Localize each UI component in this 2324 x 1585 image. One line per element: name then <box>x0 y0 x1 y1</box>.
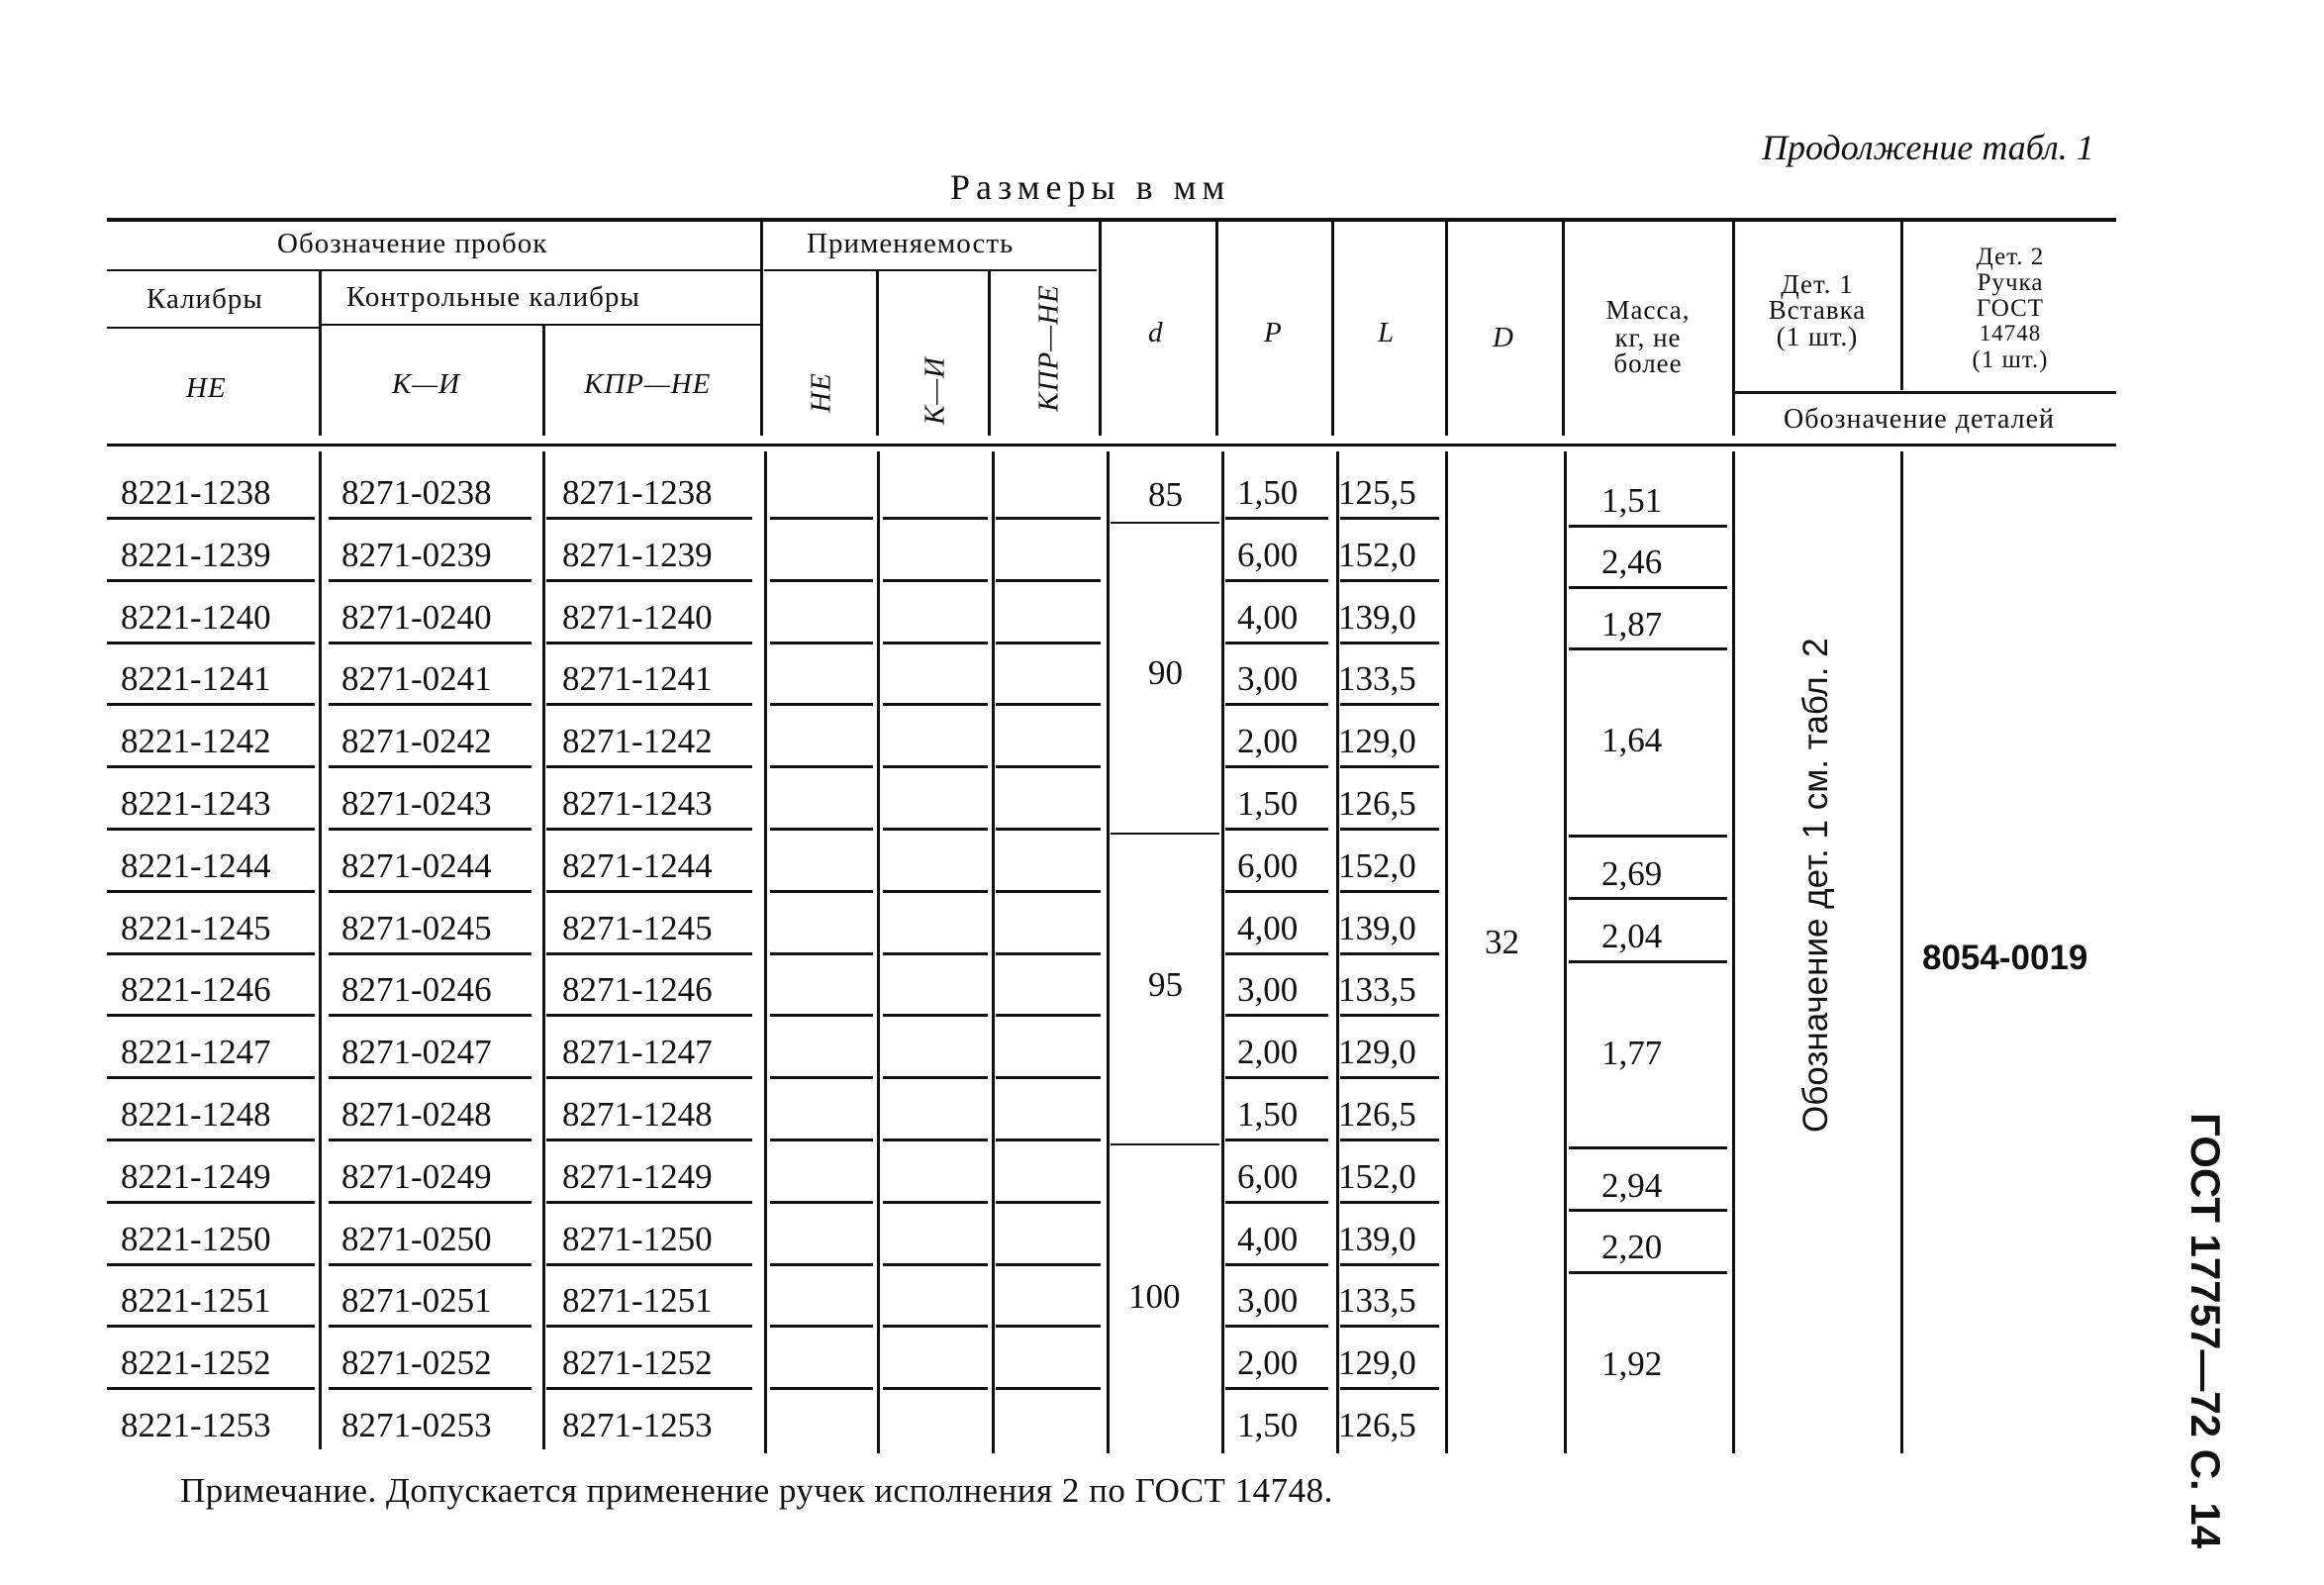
cell-l: 133,5 <box>1338 1281 1416 1320</box>
row-underline <box>107 1014 315 1017</box>
row-underline <box>1340 952 1439 955</box>
continuation-label: Продолжение табл. 1 <box>1762 128 2094 167</box>
row-underline <box>1340 1263 1439 1266</box>
cell-kpr-ne: 8271-1247 <box>562 1033 713 1071</box>
vline-h-6 <box>1099 220 1102 436</box>
cell-kpr-ne: 8271-1253 <box>562 1406 713 1444</box>
mass-line-4 <box>1569 835 1727 838</box>
header-bottom-rule <box>107 444 2116 446</box>
applicability-blank-line <box>883 765 988 768</box>
cell-p: 4,00 <box>1237 598 1299 637</box>
cell-l: 152,0 <box>1338 536 1416 574</box>
cell-l: 126,5 <box>1338 1406 1416 1444</box>
cell-k-i: 8271-0243 <box>341 784 492 823</box>
cell-k-i: 8271-0250 <box>341 1220 492 1258</box>
cell-p: 2,00 <box>1237 1033 1299 1071</box>
vline-h-5 <box>988 271 991 436</box>
vline-b-3 <box>764 451 767 1453</box>
cell-ne: 8221-1247 <box>121 1033 271 1071</box>
cell-kpr-ne: 8271-1238 <box>562 473 713 512</box>
row-underline <box>329 1139 532 1141</box>
header-det2-4: 14748 <box>1979 321 2042 346</box>
cell-ne: 8221-1240 <box>121 598 271 637</box>
applicability-blank-line <box>996 765 1101 768</box>
cell-ne: 8221-1252 <box>121 1343 271 1382</box>
row-underline <box>546 642 752 644</box>
cell-kpr-ne: 8271-1241 <box>562 659 713 698</box>
applicability-blank-line <box>770 1076 873 1079</box>
cell-kpr-ne: 8271-1245 <box>562 909 713 947</box>
cell-k-i: 8271-0249 <box>341 1157 492 1196</box>
applicability-blank-line <box>996 642 1101 644</box>
cell-l: 126,5 <box>1338 1095 1416 1134</box>
applicability-blank-line <box>883 1076 988 1079</box>
cell-k-i: 8271-0246 <box>341 970 492 1009</box>
row-underline <box>546 517 752 520</box>
mass-value-10: 1,92 <box>1601 1344 1663 1383</box>
header-kontrolnye-kalibry: Контрольные калибры <box>346 281 640 313</box>
cell-l: 139,0 <box>1338 909 1416 947</box>
applicability-blank-line <box>883 1139 988 1141</box>
cell-k-i: 8271-0251 <box>341 1281 492 1320</box>
mass-value-5: 2,69 <box>1601 854 1663 893</box>
cell-ne: 8221-1246 <box>121 970 271 1009</box>
cell-p: 1,50 <box>1237 1095 1299 1134</box>
row-underline <box>329 1387 532 1390</box>
cell-k-i: 8271-0248 <box>341 1095 492 1134</box>
header-prim-kpr-ne: КПР—НЕ <box>1032 284 1065 412</box>
applicability-blank-line <box>883 1263 988 1266</box>
vline-h-12 <box>1900 220 1903 390</box>
row-underline <box>546 1139 752 1141</box>
row-underline <box>1225 1076 1328 1079</box>
vline-b-1 <box>319 451 322 1449</box>
applicability-blank-line <box>770 765 873 768</box>
vline-h-4 <box>876 271 879 436</box>
det1-vertical-note: Обозначение дет. 1 см. табл. 2 <box>1796 638 1835 1133</box>
d-value-95: 95 <box>1148 965 1183 1004</box>
mass-line-9 <box>1569 1271 1727 1274</box>
row-underline <box>1340 517 1439 520</box>
cell-kpr-ne: 8271-1242 <box>562 722 713 760</box>
row-underline <box>1225 1139 1328 1141</box>
header-kalibry: Калибры <box>146 283 263 315</box>
vline-h-10 <box>1562 220 1565 436</box>
row-underline <box>329 765 532 768</box>
applicability-blank-line <box>770 1139 873 1141</box>
applicability-blank-line <box>770 1387 873 1390</box>
mass-value-3: 1,87 <box>1601 605 1663 644</box>
row-underline <box>546 703 752 706</box>
header-massa-2: кг, не <box>1614 323 1682 352</box>
mass-line-5 <box>1569 897 1727 900</box>
header-line-oboz <box>107 269 760 271</box>
header-oboznachenie-probok: Обозначение пробок <box>277 228 548 259</box>
cell-p: 1,50 <box>1237 784 1299 823</box>
d-value-90: 90 <box>1148 653 1183 692</box>
row-underline <box>1340 579 1439 582</box>
row-underline <box>546 952 752 955</box>
row-underline <box>107 1263 315 1266</box>
applicability-blank-line <box>883 517 988 520</box>
row-underline <box>107 517 315 520</box>
row-underline <box>107 765 315 768</box>
cell-k-i: 8271-0252 <box>341 1343 492 1382</box>
row-underline <box>1340 1387 1439 1390</box>
vline-b-12 <box>1900 451 1903 1453</box>
d-sep-1 <box>1111 522 1219 524</box>
row-underline <box>107 952 315 955</box>
row-underline <box>1340 828 1439 831</box>
cell-ne: 8221-1243 <box>121 784 271 823</box>
header-ne: НЕ <box>186 372 227 404</box>
cell-l: 126,5 <box>1338 784 1416 823</box>
row-underline <box>546 1014 752 1017</box>
mass-value-4: 1,64 <box>1601 721 1663 759</box>
applicability-blank-line <box>996 579 1101 582</box>
row-underline <box>1225 1014 1328 1017</box>
applicability-blank-line <box>883 642 988 644</box>
row-underline <box>546 828 752 831</box>
applicability-blank-line <box>883 828 988 831</box>
applicability-blank-line <box>996 1139 1101 1141</box>
row-underline <box>107 1387 315 1390</box>
applicability-blank-line <box>770 642 873 644</box>
row-underline <box>546 1263 752 1266</box>
row-underline <box>546 765 752 768</box>
row-underline <box>1340 765 1439 768</box>
vline-h-8 <box>1331 220 1334 436</box>
vline-b-10 <box>1564 451 1567 1453</box>
applicability-blank-line <box>996 828 1101 831</box>
vline-h-7 <box>1215 220 1218 436</box>
header-det2-2: Ручка <box>1977 269 2044 296</box>
cell-k-i: 8271-0244 <box>341 846 492 885</box>
mass-line-6 <box>1569 960 1727 963</box>
applicability-blank-line <box>996 1014 1101 1017</box>
cell-kpr-ne: 8271-1246 <box>562 970 713 1009</box>
applicability-blank-line <box>770 703 873 706</box>
header-det2-3: ГОСТ <box>1976 295 2045 322</box>
mass-value-7: 1,77 <box>1601 1034 1663 1072</box>
applicability-blank-line <box>770 1014 873 1017</box>
header-d: d <box>1148 317 1164 348</box>
header-line-kontrol <box>322 324 760 326</box>
applicability-blank-line <box>770 579 873 582</box>
header-det1-1: Дет. 1 <box>1781 269 1854 299</box>
header-prim-k-i: К—И <box>919 356 951 425</box>
row-underline <box>107 890 315 893</box>
header-line-kalibry <box>107 327 320 329</box>
row-underline <box>1225 1263 1328 1266</box>
cell-ne: 8221-1249 <box>121 1157 271 1196</box>
cell-l: 129,0 <box>1338 1033 1416 1071</box>
row-underline <box>1340 703 1439 706</box>
header-D: D <box>1493 322 1514 353</box>
cell-ne: 8221-1239 <box>121 536 271 574</box>
cell-kpr-ne: 8271-1248 <box>562 1095 713 1134</box>
table-note: Примечание. Допускается применение ручек исполнения 2 по ГОСТ 14748. <box>180 1471 1333 1510</box>
header-l: L <box>1378 317 1396 348</box>
vline-h-11 <box>1732 220 1735 436</box>
applicability-blank-line <box>883 1325 988 1328</box>
applicability-blank-line <box>770 952 873 955</box>
applicability-blank-line <box>770 828 873 831</box>
cell-kpr-ne: 8271-1249 <box>562 1157 713 1196</box>
vline-b-5 <box>992 451 995 1453</box>
cell-p: 6,00 <box>1237 846 1299 885</box>
header-line-prim <box>764 269 1097 271</box>
row-underline <box>107 1201 315 1204</box>
d-sep-2 <box>1111 833 1219 835</box>
table-top-rule <box>107 218 2116 222</box>
side-gost-label: ГОСТ 17757—72 С. 14 <box>2182 1113 2229 1549</box>
row-underline <box>329 828 532 831</box>
cell-k-i: 8271-0241 <box>341 659 492 698</box>
row-underline <box>107 703 315 706</box>
applicability-blank-line <box>996 1201 1101 1204</box>
applicability-blank-line <box>883 1201 988 1204</box>
header-kpr-ne: КПР—НЕ <box>584 368 712 400</box>
cell-ne: 8221-1238 <box>121 473 271 512</box>
row-underline <box>1225 765 1328 768</box>
mass-value-9: 2,20 <box>1601 1228 1663 1266</box>
applicability-blank-line <box>883 579 988 582</box>
row-underline <box>546 579 752 582</box>
cell-k-i: 8271-0247 <box>341 1033 492 1071</box>
header-k-i: К—И <box>392 368 460 400</box>
row-underline <box>1225 579 1328 582</box>
row-underline <box>546 1325 752 1328</box>
row-underline <box>1225 642 1328 644</box>
row-underline <box>546 1387 752 1390</box>
cell-l: 129,0 <box>1338 1343 1416 1382</box>
row-underline <box>329 1263 532 1266</box>
cell-p: 1,50 <box>1237 473 1299 512</box>
cell-l: 139,0 <box>1338 1220 1416 1258</box>
row-underline <box>1340 890 1439 893</box>
cell-l: 125,5 <box>1338 473 1416 512</box>
cell-ne: 8221-1250 <box>121 1220 271 1258</box>
row-underline <box>1340 642 1439 644</box>
applicability-blank-line <box>883 1387 988 1390</box>
header-det1-3: (1 шт.) <box>1776 322 1859 351</box>
row-underline <box>1225 703 1328 706</box>
cell-k-i: 8271-0245 <box>341 909 492 947</box>
mass-line-1 <box>1569 525 1727 528</box>
cell-kpr-ne: 8271-1243 <box>562 784 713 823</box>
row-underline <box>1225 1387 1328 1390</box>
row-underline <box>329 1014 532 1017</box>
applicability-blank-line <box>996 703 1101 706</box>
row-underline <box>1340 1076 1439 1079</box>
row-underline <box>1340 1201 1439 1204</box>
mass-value-8: 2,94 <box>1601 1166 1663 1205</box>
row-underline <box>329 890 532 893</box>
row-underline <box>329 703 532 706</box>
cell-ne: 8221-1248 <box>121 1095 271 1134</box>
header-oboznachenie-detalei: Обозначение деталей <box>1784 404 2056 435</box>
cell-k-i: 8271-0240 <box>341 598 492 637</box>
d-value-100: 100 <box>1128 1277 1181 1316</box>
applicability-blank-line <box>996 1325 1101 1328</box>
row-underline <box>329 1325 532 1328</box>
row-underline <box>546 1201 752 1204</box>
row-underline <box>546 1076 752 1079</box>
cell-k-i: 8271-0253 <box>341 1406 492 1444</box>
row-underline <box>329 642 532 644</box>
row-underline <box>1340 1014 1439 1017</box>
cell-l: 129,0 <box>1338 722 1416 760</box>
cell-l: 152,0 <box>1338 846 1416 885</box>
header-line-det <box>1734 391 2116 394</box>
cell-p: 6,00 <box>1237 536 1299 574</box>
vline-b-9 <box>1445 451 1448 1453</box>
applicability-blank-line <box>996 1076 1101 1079</box>
mass-line-7 <box>1569 1146 1727 1149</box>
row-underline <box>1225 1201 1328 1204</box>
vline-h-2 <box>542 326 545 436</box>
cell-kpr-ne: 8271-1240 <box>562 598 713 637</box>
cell-l: 139,0 <box>1338 598 1416 637</box>
d-value-85: 85 <box>1148 475 1183 514</box>
cell-p: 2,00 <box>1237 1343 1299 1382</box>
header-massa-3: более <box>1613 348 1683 378</box>
row-underline <box>1340 1325 1439 1328</box>
D-value: 32 <box>1485 923 1519 961</box>
row-underline <box>107 828 315 831</box>
cell-kpr-ne: 8271-1250 <box>562 1220 713 1258</box>
vline-b-2 <box>542 451 545 1449</box>
applicability-blank-line <box>770 890 873 893</box>
cell-p: 4,00 <box>1237 1220 1299 1258</box>
row-underline <box>329 1076 532 1079</box>
header-p: P <box>1264 317 1283 348</box>
applicability-blank-line <box>883 952 988 955</box>
applicability-blank-line <box>883 1014 988 1017</box>
applicability-blank-line <box>770 1263 873 1266</box>
header-det2-1: Дет. 2 <box>1976 244 2045 270</box>
cell-p: 4,00 <box>1237 909 1299 947</box>
vline-h-3 <box>760 220 763 436</box>
cell-p: 6,00 <box>1237 1157 1299 1196</box>
cell-ne: 8221-1245 <box>121 909 271 947</box>
applicability-blank-line <box>996 517 1101 520</box>
row-underline <box>1225 517 1328 520</box>
row-underline <box>107 1139 315 1141</box>
d-sep-3 <box>1111 1143 1219 1145</box>
cell-kpr-ne: 8271-1251 <box>562 1281 713 1320</box>
applicability-blank-line <box>996 952 1101 955</box>
cell-ne: 8221-1242 <box>121 722 271 760</box>
cell-p: 1,50 <box>1237 1406 1299 1444</box>
row-underline <box>329 517 532 520</box>
header-massa-1: Масса, <box>1605 295 1691 325</box>
vline-b-4 <box>877 451 880 1453</box>
mass-line-8 <box>1569 1209 1727 1212</box>
vline-h-9 <box>1445 220 1448 436</box>
cell-ne: 8221-1241 <box>121 659 271 698</box>
units-title: Размеры в мм <box>950 167 1231 207</box>
applicability-blank-line <box>996 890 1101 893</box>
row-underline <box>107 1076 315 1079</box>
cell-p: 3,00 <box>1237 970 1299 1009</box>
det2-value: 8054-0019 <box>1922 939 2088 977</box>
cell-ne: 8221-1251 <box>121 1281 271 1320</box>
row-underline <box>107 1325 315 1328</box>
mass-line-2 <box>1569 586 1727 589</box>
applicability-blank-line <box>996 1387 1101 1390</box>
row-underline <box>1225 890 1328 893</box>
row-underline <box>329 579 532 582</box>
header-primenyaemost: Применяемость <box>807 228 1015 259</box>
cell-l: 152,0 <box>1338 1157 1416 1196</box>
cell-ne: 8221-1253 <box>121 1406 271 1444</box>
row-underline <box>329 952 532 955</box>
cell-k-i: 8271-0242 <box>341 722 492 760</box>
cell-kpr-ne: 8271-1252 <box>562 1343 713 1382</box>
mass-value-2: 2,46 <box>1601 543 1663 581</box>
cell-kpr-ne: 8271-1239 <box>562 536 713 574</box>
applicability-blank-line <box>770 517 873 520</box>
vline-h-1 <box>319 271 322 436</box>
cell-kpr-ne: 8271-1244 <box>562 846 713 885</box>
mass-line-3 <box>1569 647 1727 650</box>
applicability-blank-line <box>883 703 988 706</box>
cell-l: 133,5 <box>1338 659 1416 698</box>
row-underline <box>107 579 315 582</box>
row-underline <box>1225 952 1328 955</box>
row-underline <box>546 890 752 893</box>
cell-p: 3,00 <box>1237 1281 1299 1320</box>
applicability-blank-line <box>770 1325 873 1328</box>
header-det1-2: Вставка <box>1768 295 1867 325</box>
mass-value-1: 1,51 <box>1601 481 1663 520</box>
applicability-blank-line <box>770 1201 873 1204</box>
applicability-blank-line <box>996 1263 1101 1266</box>
row-underline <box>1225 828 1328 831</box>
cell-p: 3,00 <box>1237 659 1299 698</box>
row-underline <box>1225 1325 1328 1328</box>
row-underline <box>107 642 315 644</box>
vline-b-11 <box>1732 451 1735 1453</box>
header-det2-5: (1 шт.) <box>1972 347 2049 373</box>
applicability-blank-line <box>883 890 988 893</box>
row-underline <box>1340 1139 1439 1141</box>
vline-b-7 <box>1221 451 1224 1453</box>
header-prim-ne: НЕ <box>805 372 837 413</box>
cell-k-i: 8271-0239 <box>341 536 492 574</box>
cell-l: 133,5 <box>1338 970 1416 1009</box>
cell-ne: 8221-1244 <box>121 846 271 885</box>
row-underline <box>329 1201 532 1204</box>
mass-value-6: 2,04 <box>1601 917 1663 955</box>
vline-b-6 <box>1107 451 1110 1453</box>
cell-p: 2,00 <box>1237 722 1299 760</box>
cell-k-i: 8271-0238 <box>341 473 492 512</box>
